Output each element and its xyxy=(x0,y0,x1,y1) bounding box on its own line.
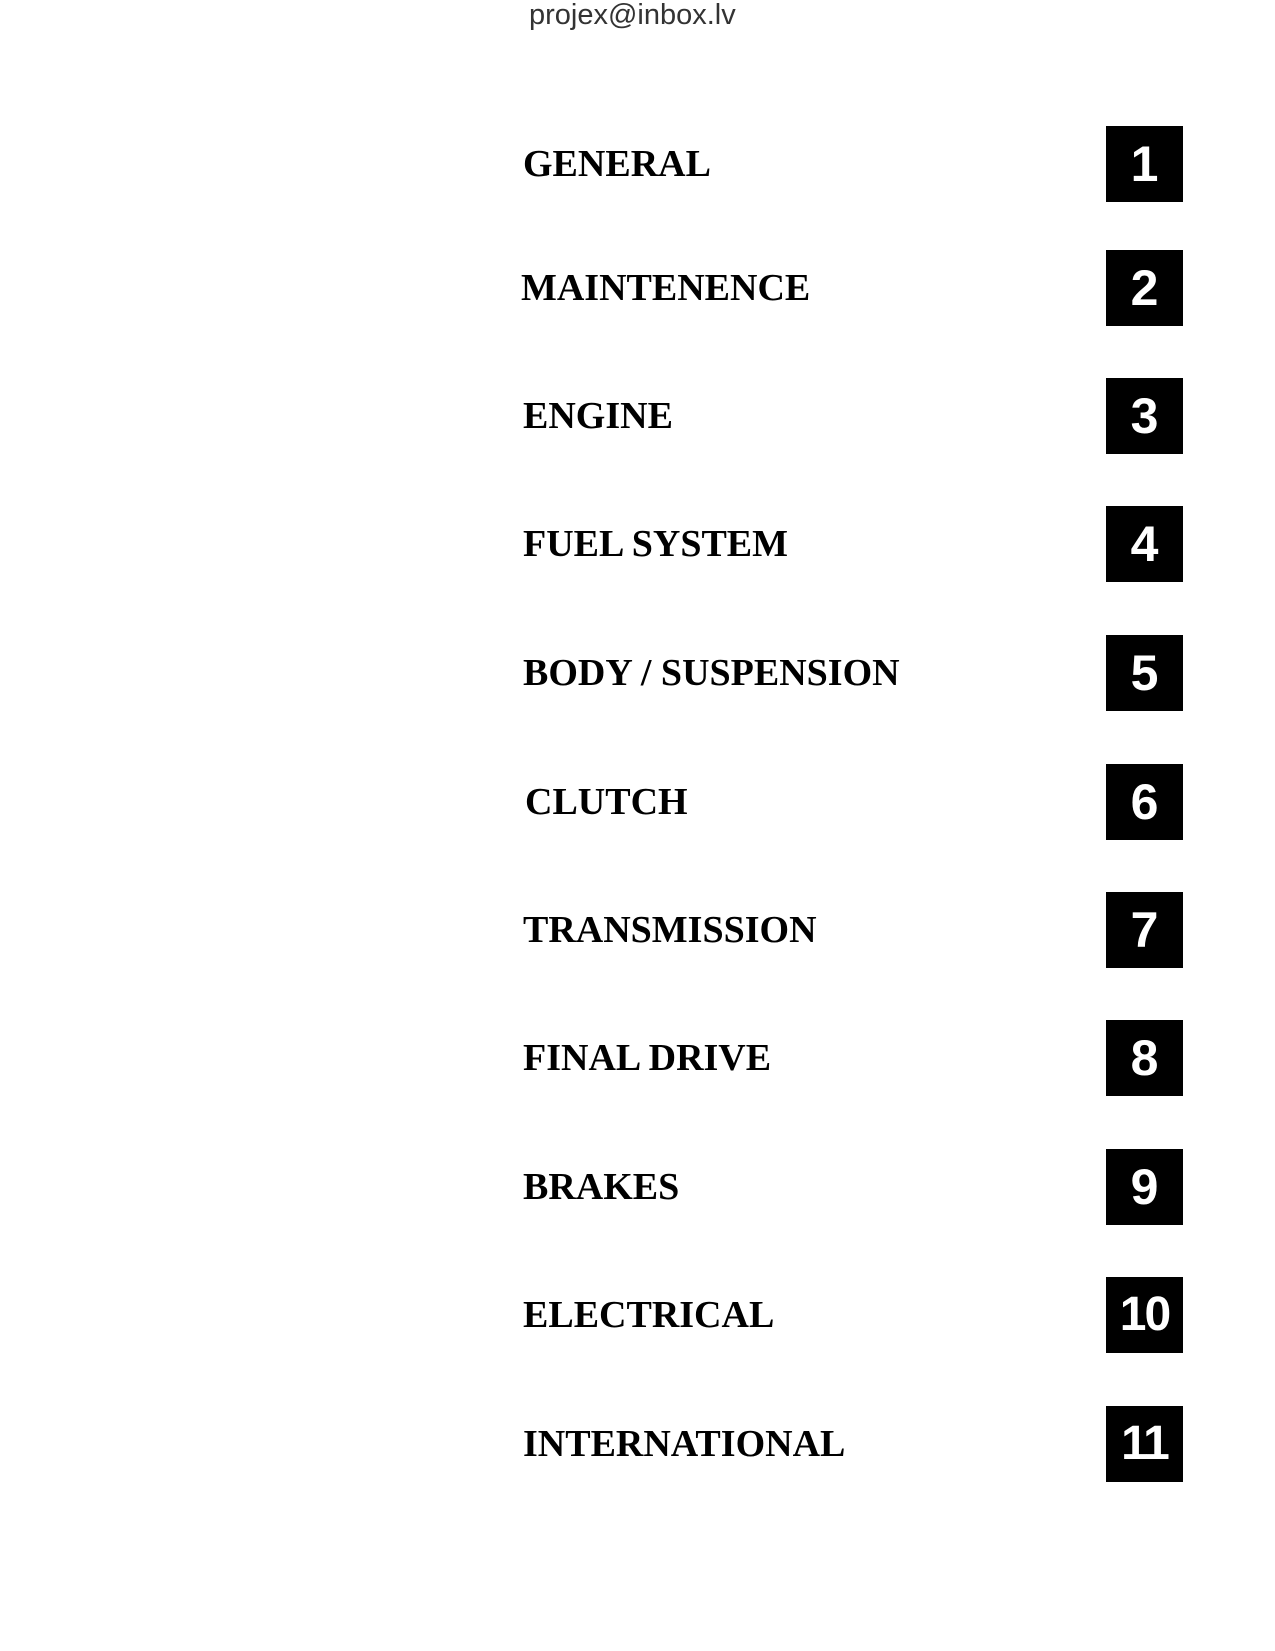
toc-item-label: MAINTENENCE xyxy=(521,267,811,309)
toc-item-label: GENERAL xyxy=(523,143,711,185)
section-number-tab: 3 xyxy=(1106,378,1183,454)
toc-item-brakes[interactable] xyxy=(523,1149,1183,1225)
toc-item-engine[interactable] xyxy=(523,378,1183,454)
toc-item-fuel-system[interactable] xyxy=(523,506,1183,582)
toc-item-international[interactable] xyxy=(523,1406,1183,1482)
section-number-tab: 10 xyxy=(1106,1277,1183,1353)
section-number-tab: 11 xyxy=(1106,1406,1183,1482)
toc-item-general[interactable] xyxy=(523,126,1183,202)
section-number-tab: 7 xyxy=(1106,892,1183,968)
toc-item-label: INTERNATIONAL xyxy=(523,1423,846,1465)
header-email: projex@inbox.lv xyxy=(529,0,736,31)
toc-item-label: BRAKES xyxy=(523,1166,680,1208)
toc-item-label: ELECTRICAL xyxy=(523,1294,775,1336)
toc-item-clutch[interactable] xyxy=(523,764,1183,840)
toc-item-electrical[interactable] xyxy=(523,1277,1183,1353)
toc-item-label: ENGINE xyxy=(523,395,673,437)
toc-item-transmission[interactable] xyxy=(523,892,1183,968)
toc-item-label: FUEL SYSTEM xyxy=(523,523,789,565)
section-number-tab: 1 xyxy=(1106,126,1183,202)
toc-item-maintenence[interactable] xyxy=(523,250,1183,326)
toc-item-final-drive[interactable] xyxy=(523,1020,1183,1096)
section-number-tab: 4 xyxy=(1106,506,1183,582)
section-number-tab: 6 xyxy=(1106,764,1183,840)
toc-item-body-suspension[interactable] xyxy=(523,635,1183,711)
toc-item-label: BODY / SUSPENSION xyxy=(523,652,900,694)
toc-item-label: CLUTCH xyxy=(525,781,688,823)
section-number-tab: 8 xyxy=(1106,1020,1183,1096)
section-number-tab: 9 xyxy=(1106,1149,1183,1225)
toc-item-label: FINAL DRIVE xyxy=(523,1037,772,1079)
section-number-tab: 5 xyxy=(1106,635,1183,711)
toc-item-label: TRANSMISSION xyxy=(523,909,817,951)
section-number-tab: 2 xyxy=(1106,250,1183,326)
